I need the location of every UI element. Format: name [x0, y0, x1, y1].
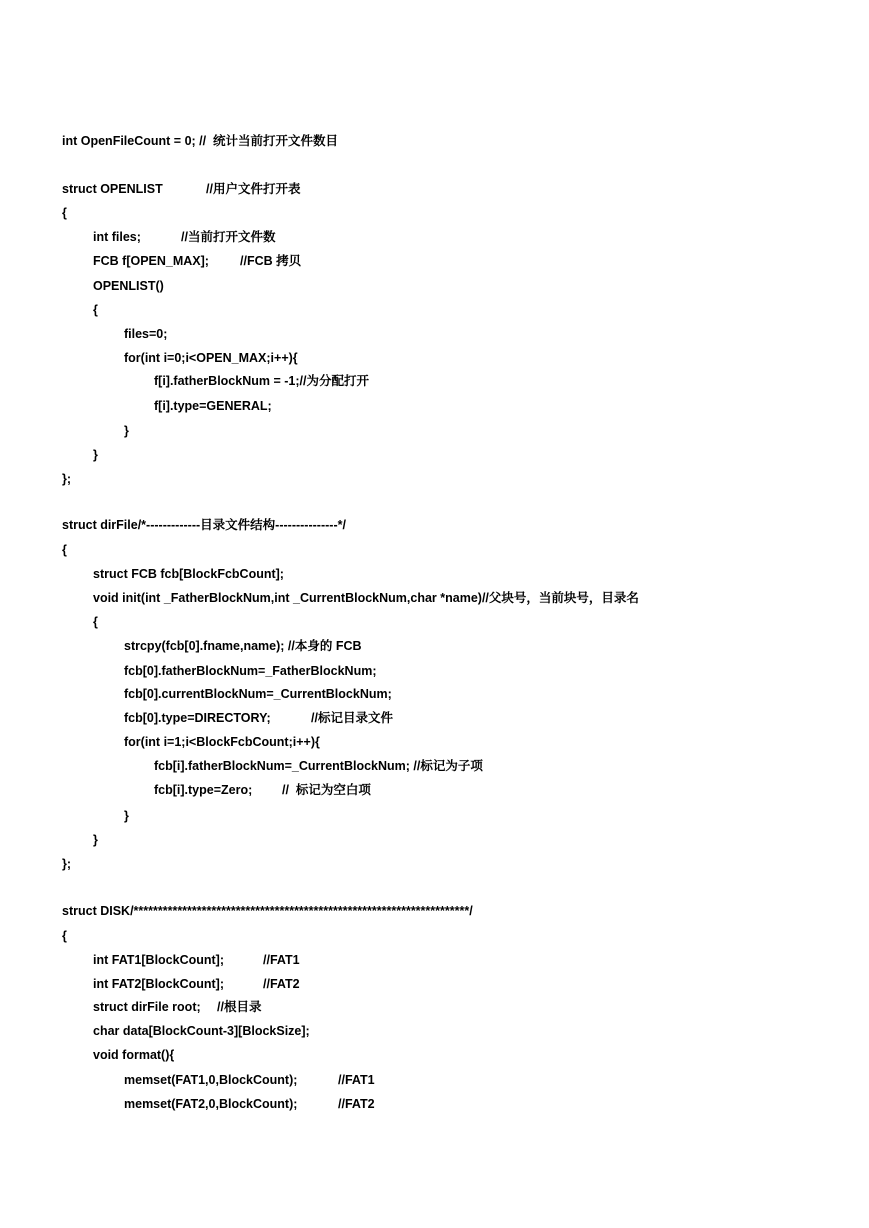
code-line [62, 181, 301, 197]
code-line [93, 590, 639, 606]
code-line [93, 302, 98, 318]
code-comment: //当前打开文件数 [181, 230, 276, 244]
code-line [154, 758, 483, 774]
code-comment: //用户文件打开表 [206, 182, 301, 196]
code-text: { [62, 206, 67, 220]
code-line [62, 205, 67, 221]
code-text: } [93, 448, 98, 462]
code-line [124, 734, 320, 750]
code-text: }; [62, 857, 72, 871]
code-line [124, 350, 298, 366]
code-line [124, 808, 129, 824]
code-line [93, 1047, 174, 1063]
code-text: struct FCB fcb[BlockFcbCount]; [93, 567, 284, 581]
code-comment: //标记为子项 [409, 759, 483, 773]
code-line [124, 710, 393, 726]
code-line [93, 832, 98, 848]
code-line [62, 133, 338, 149]
code-text: struct dirFile root; [93, 1000, 201, 1014]
code-text: int OpenFileCount = 0; // [62, 134, 207, 148]
code-line [93, 952, 300, 968]
code-comment: //FAT2 [263, 977, 300, 991]
code-line [93, 278, 164, 294]
code-text: fcb[0].fatherBlockNum=_FatherBlockNum; [124, 664, 377, 678]
code-line [124, 423, 129, 439]
code-line [62, 928, 67, 944]
code-comment: //FAT1 [263, 953, 300, 967]
code-line [154, 373, 369, 389]
code-text: memset(FAT1,0,BlockCount); [124, 1073, 298, 1087]
code-comment: //标记目录文件 [311, 711, 393, 725]
code-line [154, 782, 371, 798]
code-line [93, 976, 300, 992]
code-line [93, 999, 262, 1015]
code-text: fcb[0].type=DIRECTORY; [124, 711, 271, 725]
code-comment: //FAT1 [338, 1073, 375, 1087]
code-text: { [93, 303, 98, 317]
code-text: memset(FAT2,0,BlockCount); [124, 1097, 298, 1111]
code-line [93, 614, 98, 630]
code-line [93, 566, 284, 582]
code-text: }; [62, 472, 72, 486]
code-line [62, 856, 71, 872]
code-line [154, 398, 272, 414]
code-text: { [62, 543, 67, 557]
code-text: fcb[i].type=Zero; [154, 783, 253, 797]
code-line [124, 663, 376, 679]
code-comment: 目录文件结构---------------*/ [200, 518, 346, 532]
code-text: int files; [93, 230, 141, 244]
code-text: strcpy(fcb[0].fname,name); [124, 639, 285, 653]
code-line [124, 638, 362, 654]
code-text: struct DISK/*********************************************************************/ [62, 904, 473, 918]
code-comment: //父块号，当前块号，目录名 [481, 591, 639, 605]
code-line [62, 517, 346, 533]
code-line [93, 1023, 310, 1039]
code-text: OPENLIST() [93, 279, 164, 293]
code-line [62, 471, 71, 487]
code-line [124, 326, 167, 342]
code-text: struct dirFile/*------------- [62, 518, 201, 532]
code-text: { [62, 929, 67, 943]
code-text: files=0; [124, 327, 168, 341]
code-text: fcb[i].fatherBlockNum=_CurrentBlockNum; [154, 759, 410, 773]
code-line [124, 1096, 375, 1112]
code-text: char data[BlockCount-3][BlockSize]; [93, 1024, 310, 1038]
code-text: for(int i=1;i<BlockFcbCount;i++){ [124, 735, 320, 749]
code-comment: // 标记为空白项 [282, 783, 371, 797]
code-text: } [124, 809, 129, 823]
code-comment: //FCB 拷贝 [240, 254, 302, 268]
code-line [62, 542, 67, 558]
code-line [124, 686, 392, 702]
code-text: int FAT2[BlockCount]; [93, 977, 224, 991]
code-comment: //根目录 [217, 1000, 262, 1014]
code-comment: 统计当前打开文件数目 [206, 134, 339, 148]
code-line [93, 229, 276, 245]
code-text: fcb[0].currentBlockNum=_CurrentBlockNum; [124, 687, 392, 701]
code-line [62, 903, 473, 919]
code-text: void format(){ [93, 1048, 175, 1062]
code-line [93, 447, 98, 463]
code-text: FCB f[OPEN_MAX]; [93, 254, 209, 268]
code-line [93, 253, 302, 269]
code-text: for(int i=0;i<OPEN_MAX;i++){ [124, 351, 298, 365]
code-line [124, 1072, 375, 1088]
code-comment: //为分配打开 [299, 374, 369, 388]
code-text: f[i].type=GENERAL; [154, 399, 272, 413]
code-text: struct OPENLIST [62, 182, 163, 196]
code-text: f[i].fatherBlockNum = -1; [154, 374, 300, 388]
code-comment: //本身的 FCB [284, 639, 362, 653]
code-comment: //FAT2 [338, 1097, 375, 1111]
code-text: void init(int _FatherBlockNum,int _CurrentBlockNum,char *name) [93, 591, 482, 605]
code-text: { [93, 615, 98, 629]
code-text: } [124, 424, 129, 438]
code-text: } [93, 833, 98, 847]
code-text: int FAT1[BlockCount]; [93, 953, 224, 967]
